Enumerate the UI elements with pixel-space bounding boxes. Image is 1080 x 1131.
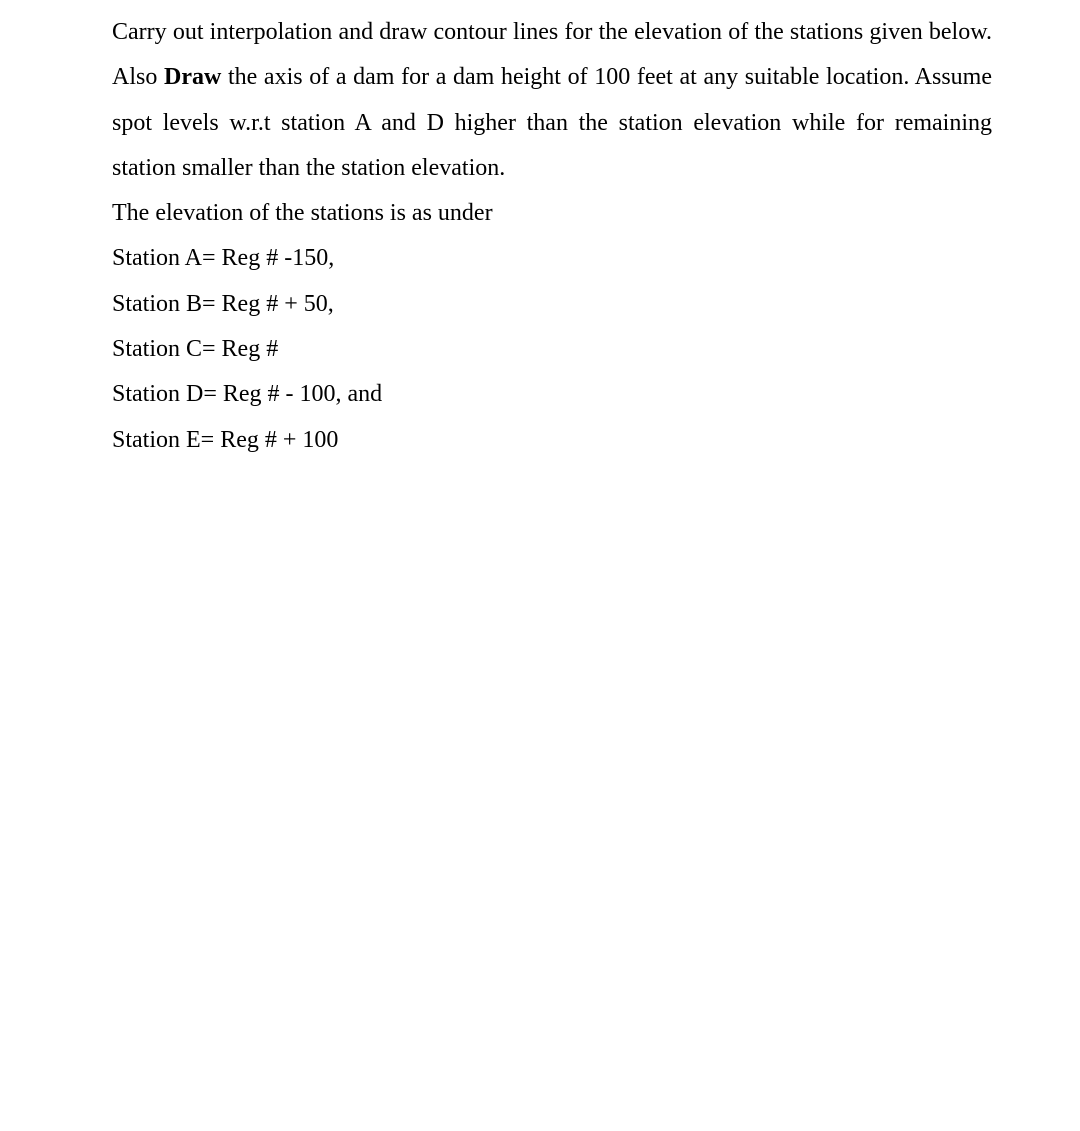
question-emphasis: Draw bbox=[163, 64, 222, 91]
question-text-part2: the axis of a dam for a dam height of 100 feet at any suitable location. Assume spot levels w.r.t station A and D higher than the station elevation while for remaining station smaller than the station elevation. bbox=[112, 64, 992, 181]
station-b-line: Station B= Reg # + 50, bbox=[112, 290, 334, 317]
station-d-line: Station D= Reg # - 100, and bbox=[112, 381, 383, 408]
station-e-line: Station E= Reg # + 100 bbox=[112, 426, 339, 453]
station-c-line: Station C= Reg # bbox=[112, 336, 279, 363]
question-paragraph bbox=[112, 10, 992, 191]
intro-line: The elevation of the stations is as under bbox=[112, 200, 493, 227]
document-page bbox=[112, 10, 992, 463]
station-a-line: Station A= Reg # -150, bbox=[112, 245, 335, 272]
question-text-part1: Carry out interpolation and draw contour lines for the elevation of the stations given below. Also bbox=[112, 19, 992, 91]
